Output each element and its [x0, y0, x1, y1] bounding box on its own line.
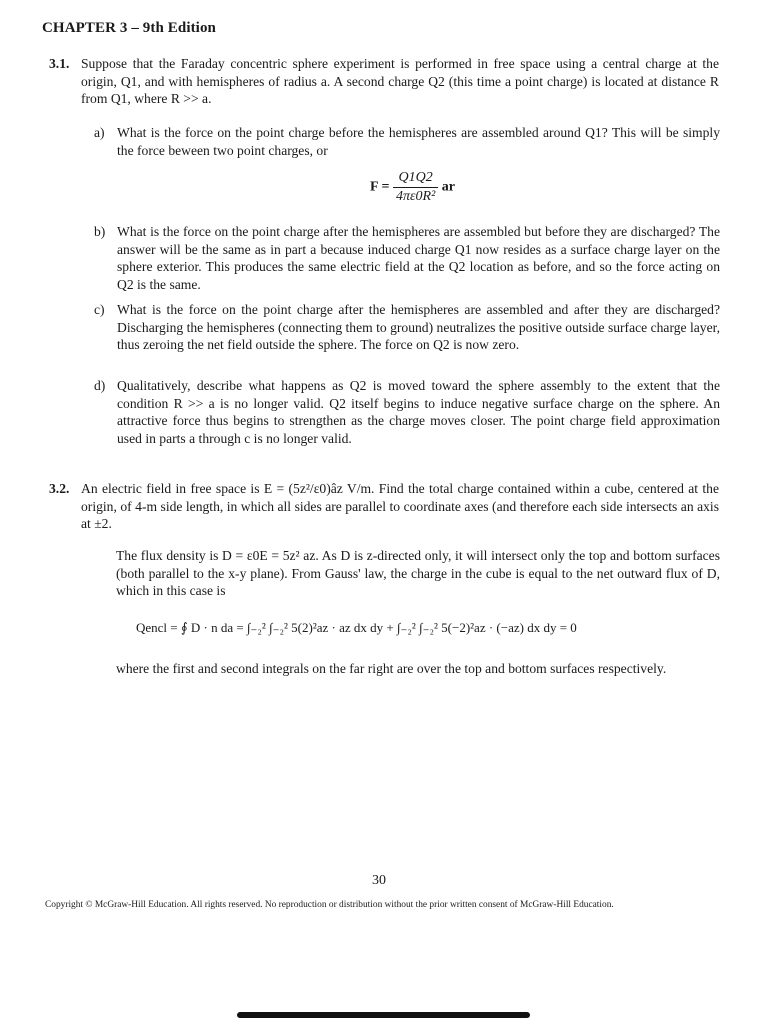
equation-fraction	[393, 170, 438, 205]
part-a	[94, 124, 720, 159]
part-label: c)	[94, 302, 105, 317]
part-label: b)	[94, 224, 106, 239]
copyright-notice: Copyright © McGraw-Hill Education. All rights reserved. No reproduction or distribution without the prior written consent of McGraw-Hill Education.	[45, 900, 614, 910]
part-c	[94, 301, 720, 354]
equation-lhs: F =	[370, 179, 390, 195]
problem-3-2	[49, 480, 719, 533]
conclusion-paragraph: where the first and second integrals on the far right are over the top and bottom surfaces respectively.	[116, 661, 667, 676]
unit-vector: ar	[441, 179, 456, 195]
chapter-title: CHAPTER 3 – 9th Edition	[42, 20, 216, 36]
problem-number: 3.2.	[49, 481, 70, 496]
part-label: a)	[94, 125, 105, 140]
fraction-denominator: 4πε0R²	[396, 189, 436, 204]
part-text: What is the force on the point charge before the hemispheres are assembled around Q1? This will be simply the force beween two point charges, or	[117, 125, 720, 158]
home-indicator-bar[interactable]	[237, 1012, 530, 1018]
part-text: What is the force on the point charge after the hemispheres are assembled and after they are discharged? Discharging the hemispheres (connecting them to ground) neutralizes the positive outside surface charge layer, thus zeroing the net field outside the sphere. The force on Q2 is now zero.	[117, 302, 720, 353]
gauss-law-equation: Qencl = ∮ D · n da = ∫₋₂² ∫₋₂² 5(2)²az · az dx dy + ∫₋₂² ∫₋₂² 5(−2)²az · (−az) dx dy = 0	[136, 620, 577, 635]
part-label: d)	[94, 378, 106, 393]
solution-paragraph: The flux density is D = ε0E = 5z² az. As D is z-directed only, it will intersect only the top and bottom surfaces (both parallel to the x-y plane). From Gauss' law, the charge in the cube is equal to the net outward flux of D, which in this case is	[116, 548, 720, 599]
problem-3-1	[49, 55, 719, 108]
page-number: 30	[372, 873, 386, 888]
problem-number: 3.1.	[49, 56, 70, 71]
part-d	[94, 377, 720, 447]
problem-intro: An electric field in free space is E = (5z²/ε0)âz V/m. Find the total charge contained within a cube, centered at the origin, of 4-m side length, in which all sides are parallel to coordinate axes (and therefore each side intersects an axis at ±2.	[81, 481, 719, 532]
part-text: What is the force on the point charge after the hemispheres are assembled but before they are discharged? The answer will be the same as in part a because induced charge Q1 now resides as a surface charge layer on the sphere exterior. This produces the same electric field at the Q2 location as before, and so the force acting on Q2 is the same.	[117, 224, 720, 292]
part-b	[94, 223, 720, 293]
coulomb-force-equation	[370, 170, 455, 205]
fraction-numerator: Q1Q2	[393, 170, 438, 188]
problem-intro: Suppose that the Faraday concentric sphere experiment is performed in free space using a central charge at the origin, Q1, and with hemispheres of radius a. A second charge Q2 (this time a point charge) is located at distance R from Q1, where R >> a.	[81, 56, 719, 107]
part-text: Qualitatively, describe what happens as Q2 is moved toward the sphere assembly to the extent that the condition R >> a is no longer valid. Q2 itself begins to induce negative surface charge on the sphere. An attractive force thus begins to strengthen as the charge moves closer. The point charge field approximation used in parts a through c is no longer valid.	[117, 378, 720, 446]
